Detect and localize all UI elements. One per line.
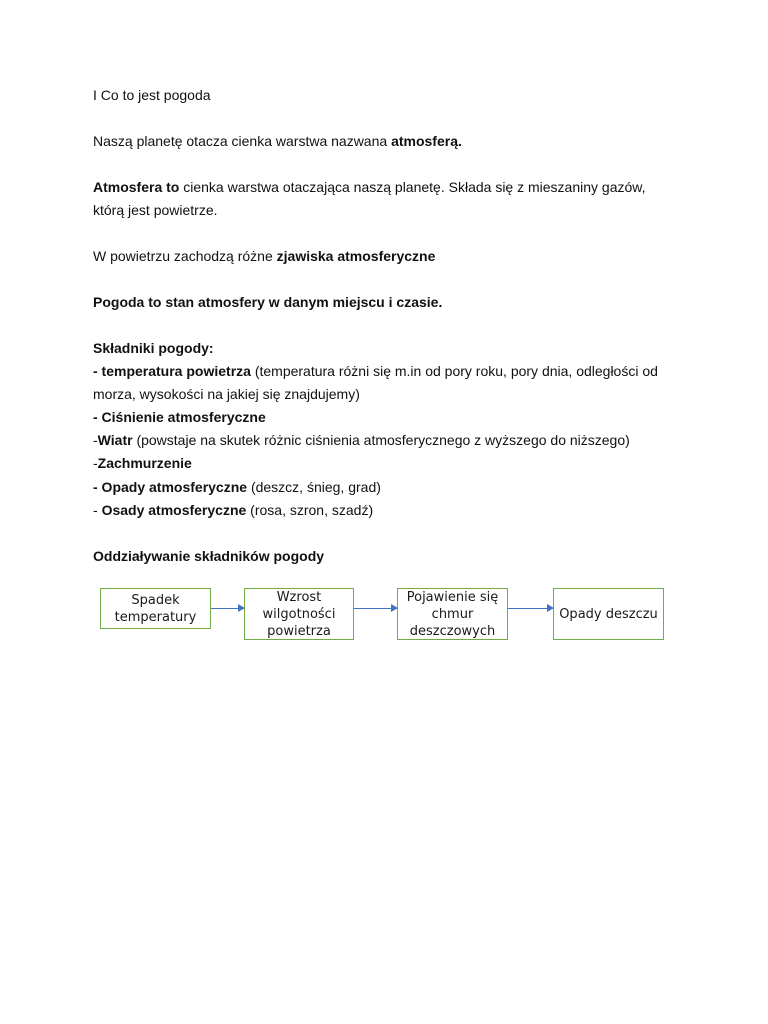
item-bold: Osady atmosferyczne (101, 502, 247, 518)
item-text: (powstaje na skutek różnic ciśnienia atmosferycznego z wyższego do niższego) (132, 432, 630, 448)
flow-arrow-right-icon (354, 608, 397, 609)
section-heading (93, 84, 211, 107)
list-item-temperature (93, 360, 658, 383)
paragraph-bold: zjawiska atmosferyczne (276, 248, 436, 264)
paragraph-atmosphere-definition-line2 (93, 199, 218, 222)
list-item-deposits (93, 499, 373, 522)
paragraph-atmosphere-intro (93, 130, 462, 153)
item-prefix: - (93, 432, 98, 448)
heading-text: I Co to jest pogoda (93, 87, 211, 103)
flow-step-temperature-drop (100, 588, 211, 629)
paragraph-bold: atmosferą. (391, 133, 462, 149)
flow-step-rainfall (553, 588, 664, 640)
flow-step-label: Pojawienie się chmur deszczowych (406, 589, 499, 639)
components-title (93, 337, 214, 360)
item-prefix: - (93, 502, 102, 518)
item-prefix: - (93, 455, 98, 471)
interaction-title (93, 545, 324, 568)
flow-arrow-right-icon (211, 608, 244, 609)
item-text: (temperatura różni się m.in od pory roku, pory dnia, odległości od (250, 363, 658, 379)
flow-arrow-right-icon (508, 608, 553, 609)
item-bold: Wiatr (97, 432, 133, 448)
paragraph-bold: Pogoda to stan atmosfery w danym miejscu i czasie. (93, 294, 443, 310)
paragraph-bold: Atmosfera to (93, 179, 180, 195)
weather-flowchart (100, 588, 670, 644)
item-bold: Zachmurzenie (97, 455, 192, 471)
paragraph-weather-definition (93, 291, 442, 314)
flow-step-humidity-rise (244, 588, 354, 640)
flow-step-rain-clouds (397, 588, 508, 640)
list-item-clouds (93, 452, 192, 475)
list-item-wind (93, 429, 630, 452)
list-item-temperature-line2 (93, 383, 360, 406)
paragraph-text: którą jest powietrze. (93, 202, 218, 218)
paragraph-text: cienka warstwa otaczająca naszą planetę. Składa się z mieszaniny gazów, (179, 179, 646, 195)
item-text: morza, wysokości na jakiej się znajdujemy) (93, 386, 360, 402)
components-title-text: Składniki pogody: (93, 340, 214, 356)
paragraph-phenomena (93, 245, 435, 268)
interaction-title-text: Oddziaływanie składników pogody (93, 548, 325, 564)
item-text: (rosa, szron, szadź) (246, 502, 374, 518)
flow-step-label: Wzrost wilgotności powietrza (262, 589, 336, 639)
flow-step-label: Spadek temperatury (114, 592, 197, 625)
item-bold: - Ciśnienie atmosferyczne (93, 409, 266, 425)
paragraph-atmosphere-definition (93, 176, 646, 199)
paragraph-text: W powietrzu zachodzą różne (93, 248, 277, 264)
flow-step-label: Opady deszczu (559, 606, 658, 622)
item-bold: - Opady atmosferyczne (93, 479, 248, 495)
item-bold: - temperatura powietrza (93, 363, 251, 379)
item-text: (deszcz, śnieg, grad) (247, 479, 381, 495)
list-item-pressure (93, 406, 266, 429)
list-item-precipitation (93, 476, 381, 499)
paragraph-text: Naszą planetę otacza cienka warstwa nazwana (93, 133, 392, 149)
